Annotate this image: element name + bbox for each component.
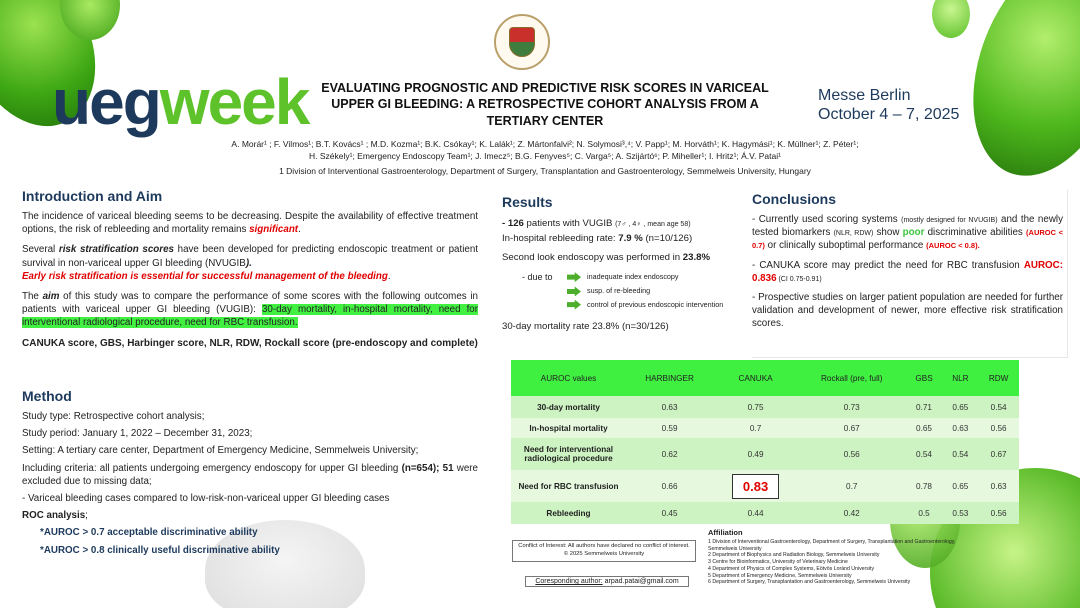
- table-cell: 0.67: [978, 438, 1019, 470]
- conclusion-point: - Prospective studies on larger patient population are needed for further validation and development of newer, more effective risk stratification scores.: [752, 291, 1063, 330]
- table-cell: 0.5: [905, 502, 942, 524]
- column-header: GBS: [905, 360, 942, 396]
- table-cell: 0.65: [943, 470, 979, 502]
- poster-title: EVALUATING PROGNOSTIC AND PREDICTIVE RISK SCORES IN VARICEAL UPPER GI BLEEDING: A RETROSPECTIVE COHORT ANALYSIS FROM A TERTIARY CENTER: [321, 81, 769, 128]
- table-row: [511, 502, 1019, 524]
- author-list: A. Morár¹ ; F. Vilmos¹; B.T. Kovács¹ ; M.D. Kozma¹; B.K. Csókay¹; K. Lalák¹; Z. Mártonfalvi²; N. Solymosi³,⁴; V. Papp¹; M. Horváth¹; K. Hagymási¹; K. Müllner¹; Z. Péter¹; H. Székely¹; Emergency Endoscopy Team¹; J. Imecz⁵; B.G. Fenyves⁵; C. Varga⁵; A. Szijártó⁶; P. Miheller¹; I. Hritz¹; Á.V. Patai¹: [231, 139, 859, 162]
- conflict-of-interest-box: Conflict of Interest: All authors have declared no conflict of interest. © 2025 Semmelweis University: [512, 540, 696, 562]
- table-cell: 0.53: [943, 502, 979, 524]
- crest-icon: [509, 27, 535, 57]
- affiliation-line: 4 Department of Physics of Complex Systems, Eötvös Loránd University: [708, 565, 875, 572]
- cause-item: control of previous endoscopic intervention: [502, 300, 750, 310]
- table-cell: [713, 470, 798, 502]
- table-cell: 0.73: [798, 396, 905, 418]
- table-cell: 0.59: [626, 418, 713, 438]
- method-section: Method Study type: Retrospective cohort analysis; Study period: January 1, 2022 – December 31, 2023; Setting: A tertiary care center, Department of Emergency Medicine, Semmelweis University; Including criteria: all patients undergoing emergency endoscopy for upper GI bleeding (n=654); 51 were excluded due to missing data; - Variceal bleeding cases compared to low-risk-non-variceal upper GI bleeding cases ROC analysis; *AUROC > 0.7 acceptable discriminative ability *AUROC > 0.8 clinically useful discriminative ability: [22, 388, 478, 556]
- university-seal-logo: [494, 14, 550, 70]
- table-cell: 0.75: [713, 396, 798, 418]
- section-heading: Results: [502, 194, 553, 210]
- table-row: [511, 438, 1019, 470]
- affiliation-line: 2 Department of Biophysics and Radiation Biology, Semmelweis University: [708, 552, 880, 559]
- results-section: Results - 126 patients with VUGIB (7♂ , 4♀ , mean age 58) In-hospital rebleeding rate: 7.9 % (n=10/126) Second look endoscopy was performed in 23.8% - due to inadequate index endoscopy susp. of re-bleeding control of previous endoscopic intervention 30-day mortality rate 23.8% (n=30/126): [502, 193, 750, 339]
- table-cell: 0.56: [798, 438, 905, 470]
- row-header: Rebleeding: [511, 502, 626, 524]
- roc-threshold: *AUROC > 0.7 acceptable discriminative ability: [40, 527, 258, 539]
- conclusion-point: - CANUKA score may predict the need for RBC transfusion AUROC: 0.836 (CI 0.75-0.91): [752, 259, 1063, 284]
- intro-paragraph: Several risk stratification scores have been developed for predicting endoscopic treatment or patient survival in non-variceal upper GI bleeding (NVUGIB). Early risk stratification is essential for successful management of the bleeding.: [22, 244, 479, 282]
- section-heading: Affiliation: [708, 528, 743, 537]
- highlighted-outcomes: 30-day mortality, in-hospital mortality, need for interventional radiological procedure, need for RBC transfusion.: [22, 304, 479, 329]
- column-header: RDW: [978, 360, 1019, 396]
- green-arrow-icon: [567, 272, 581, 282]
- column-header: Rockall (pre, full): [798, 360, 905, 396]
- table-row: [511, 470, 1019, 502]
- table-cell: 0.7: [713, 418, 798, 438]
- affiliation-line: 3 Centre for Bioinformatics, University of Veterinary Medicine: [708, 559, 848, 565]
- corresponding-author-box: Coresponding author: arpad.patai@gmail.com: [525, 576, 689, 587]
- cause-item: susp. of re-bleeding: [502, 286, 750, 296]
- author-email[interactable]: arpad.patai@gmail.com: [602, 578, 679, 585]
- table-row: [511, 418, 1019, 438]
- row-header: Need for interventional radiological procedure: [511, 438, 626, 470]
- introduction-section: [22, 187, 478, 357]
- decorative-green-blob: [932, 0, 970, 38]
- conclusions-section: [752, 190, 1068, 358]
- table-cell: 0.7: [798, 470, 905, 502]
- table-cell: 0.54: [905, 438, 942, 470]
- table-cell: 0.78: [905, 470, 942, 502]
- section-heading: Conclusions: [752, 191, 837, 207]
- table-cell: 0.63: [943, 418, 979, 438]
- column-header: NLR: [943, 360, 979, 396]
- affiliation-line: 1 Division of Interventional Gastroenterology, Department of Surgery, Transplantation and Gastroenterology, Semmelweis University: [708, 538, 956, 552]
- venue-info: Messe Berlin October 4 – 7, 2025: [818, 87, 960, 124]
- section-heading: Method: [22, 388, 72, 404]
- table-cell: 0.54: [978, 396, 1019, 418]
- roc-threshold: *AUROC > 0.8 clinically useful discriminative ability: [40, 544, 280, 556]
- intro-paragraph: The incidence of variceal bleeding seems to be decreasing. Despite the availability of effective treatment options, the risk of rebleeding and mortality remains significant.: [22, 210, 478, 236]
- scores-list: CANUKA score, GBS, Harbinger score, NLR, RDW, Rockall score (pre-endoscopy and complete): [22, 337, 478, 349]
- table-cell: 0.63: [978, 470, 1019, 502]
- ueg-week-logo: uegweek: [52, 66, 309, 138]
- cause-item: - due to inadequate index endoscopy: [522, 271, 679, 282]
- section-heading: Introduction and Aim: [22, 188, 163, 204]
- table-cell: 0.65: [943, 396, 979, 418]
- column-header: AUROC values: [511, 360, 626, 396]
- table-cell: 0.44: [713, 502, 798, 524]
- table-cell: 0.62: [626, 438, 713, 470]
- table-cell: 0.56: [978, 502, 1019, 524]
- conclusion-point: - Currently used scoring systems (mostly designed for NVUGIB) and the newly tested biomarkers (NLR, RDW) show poor discriminative abilities (AUROC < 0.7) or clinically suboptimal performance (AUROC < 0.8).: [752, 213, 1063, 252]
- table-cell: 0.66: [626, 470, 713, 502]
- table-cell: 0.71: [905, 396, 942, 418]
- row-header: In-hospital mortality: [511, 418, 626, 438]
- table-cell: 0.65: [905, 418, 942, 438]
- column-header: CANUKA: [713, 360, 798, 396]
- table-header-row: [511, 360, 1019, 396]
- table-cell: 0.49: [713, 438, 798, 470]
- row-header: 30-day mortality: [511, 396, 626, 418]
- table-cell: 0.42: [798, 502, 905, 524]
- column-header: HARBINGER: [626, 360, 713, 396]
- affiliation-line: 5 Department of Emergency Medicine, Semmelweis University: [708, 572, 852, 579]
- affiliation-line: 6 Department of Surgery, Transplantation and Gastroenterology, Semmelweis University: [708, 579, 911, 586]
- green-arrow-icon: [567, 300, 581, 310]
- highlighted-auroc-value: 0.83: [732, 474, 779, 499]
- department-line: 1 Division of Interventional Gastroenterology, Department of Surgery, Transplantation and Gastroenterology, Semmelweis University, Hungary: [279, 166, 811, 176]
- auroc-table: [511, 360, 1019, 524]
- table-cell: 0.67: [798, 418, 905, 438]
- table-cell: 0.54: [943, 438, 979, 470]
- affiliation-section: [708, 528, 958, 586]
- row-header: Need for RBC transfusion: [511, 470, 626, 502]
- table-cell: 0.45: [626, 502, 713, 524]
- aim-paragraph: The aim of this study was to compare the performance of some scores with the following outcomes in patients with variceal upper GI bleeding (VUGIB): 30-day mortality, in-hospital mortality, need for interventional radiological procedure, need for RBC transfusion.: [22, 290, 479, 329]
- table-row: [511, 396, 1019, 418]
- table-cell: 0.63: [626, 396, 713, 418]
- green-arrow-icon: [567, 286, 581, 296]
- table-cell: 0.56: [978, 418, 1019, 438]
